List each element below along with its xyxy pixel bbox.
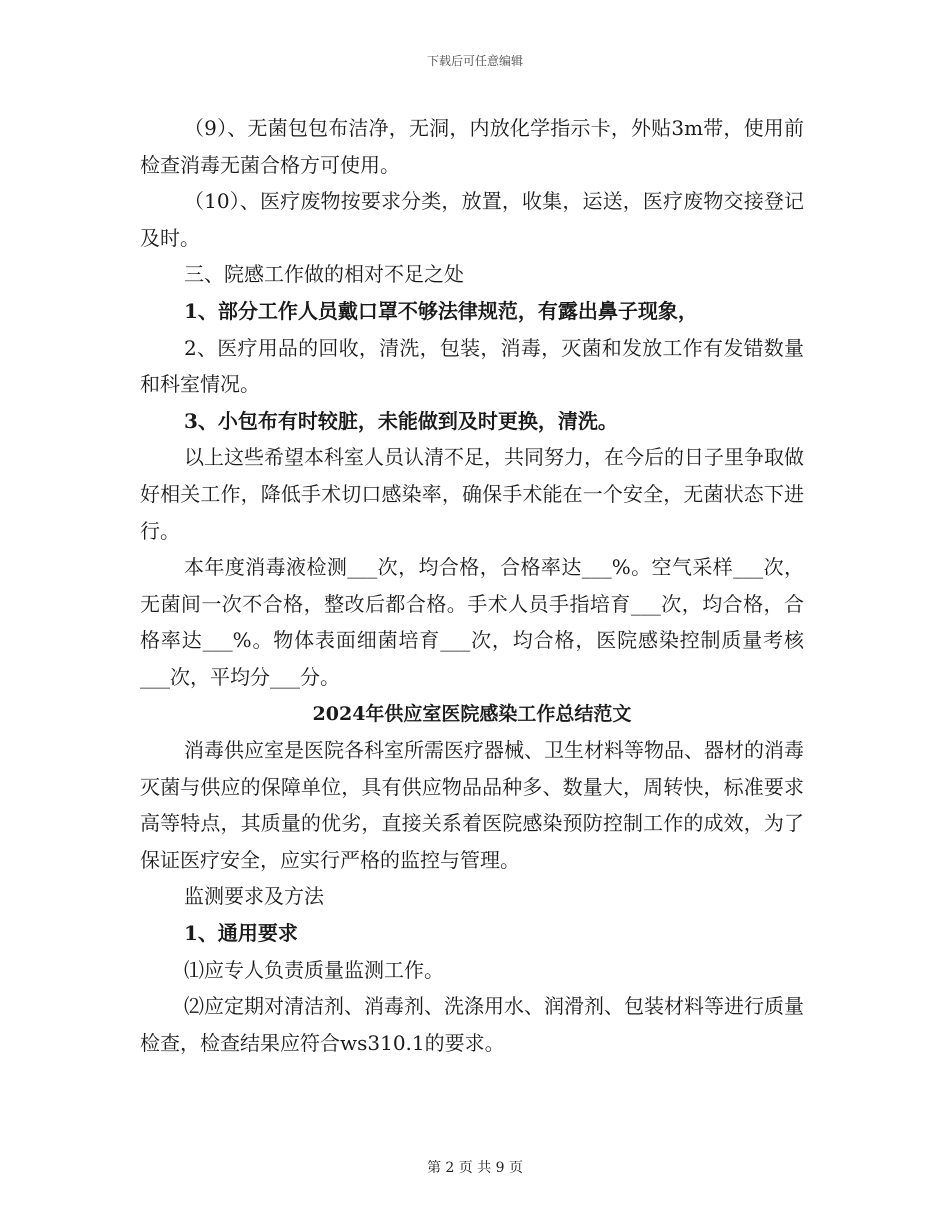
shortcoming-item-2: 2、医疗用品的回收，清洗，包装，消毒，灭菌和发放工作有发错数量和科室情况。 <box>140 335 804 397</box>
shortcoming-item-1: 1、部分工作人员戴口罩不够法律规范，有露出鼻子现象， <box>184 298 698 323</box>
shortcoming-item-3: 3、小包布有时较脏，未能做到及时更换，清洗。 <box>184 408 618 433</box>
section-title: 2024年供应室医院感染工作总结范文 <box>312 702 632 725</box>
annual-test-paragraph: 本年度消毒液检测___次，均合格，合格率达___%。空气采样___次，无菌间一次不合格，整改后都合格。手术人员手指培育___次，均合格，合格率达___%。物体表面细菌培育___次，均合格，医院感染控制质量考核___次，平均分___分。 <box>140 555 804 689</box>
intro-paragraph: 消毒供应室是医院各科室所需医疗器械、卫生材料等物品、器材的消毒灭菌与供应的保障单位，具有供应物品品种多、数量大，周转快，标准要求高等特点，其质量的优劣，直接关系着医院感染预防控制工作的成效，为了保证医疗安全，应实行严格的监控与管理。 <box>140 738 804 872</box>
section-heading-shortcomings: 三、院感工作做的相对不足之处 <box>184 262 464 287</box>
paragraph-10: （10）、医疗废物按要求分类，放置，收集，运送，医疗废物交接登记及时。 <box>140 189 804 250</box>
summary-paragraph: 以上这些希望本科室人员认清不足，共同努力，在今后的日子里争取做好相关工作，降低手术切口感染率，确保手术能在一个安全，无菌状态下进行。 <box>140 445 804 543</box>
requirement-item-2: ⑵应定期对清洁剂、消毒剂、洗涤用水、润滑剂、包装材料等进行质量检查，检查结果应符合ws310.1的要求。 <box>140 994 804 1055</box>
paragraph-9: （9）、无菌包包布洁净，无洞，内放化学指示卡，外贴3m带，使用前检查消毒无菌合格方可使用。 <box>140 116 804 177</box>
page-header-note: 下载后可任意编辑 <box>426 54 523 68</box>
requirement-item-1: ⑴应专人负责质量监测工作。 <box>184 957 444 982</box>
document-body <box>140 110 804 1061</box>
monitoring-heading: 监测要求及方法 <box>184 884 324 909</box>
general-requirements-heading: 1、通用要求 <box>184 921 298 946</box>
page-number: 第 2 页 共 9 页 <box>426 1160 524 1176</box>
